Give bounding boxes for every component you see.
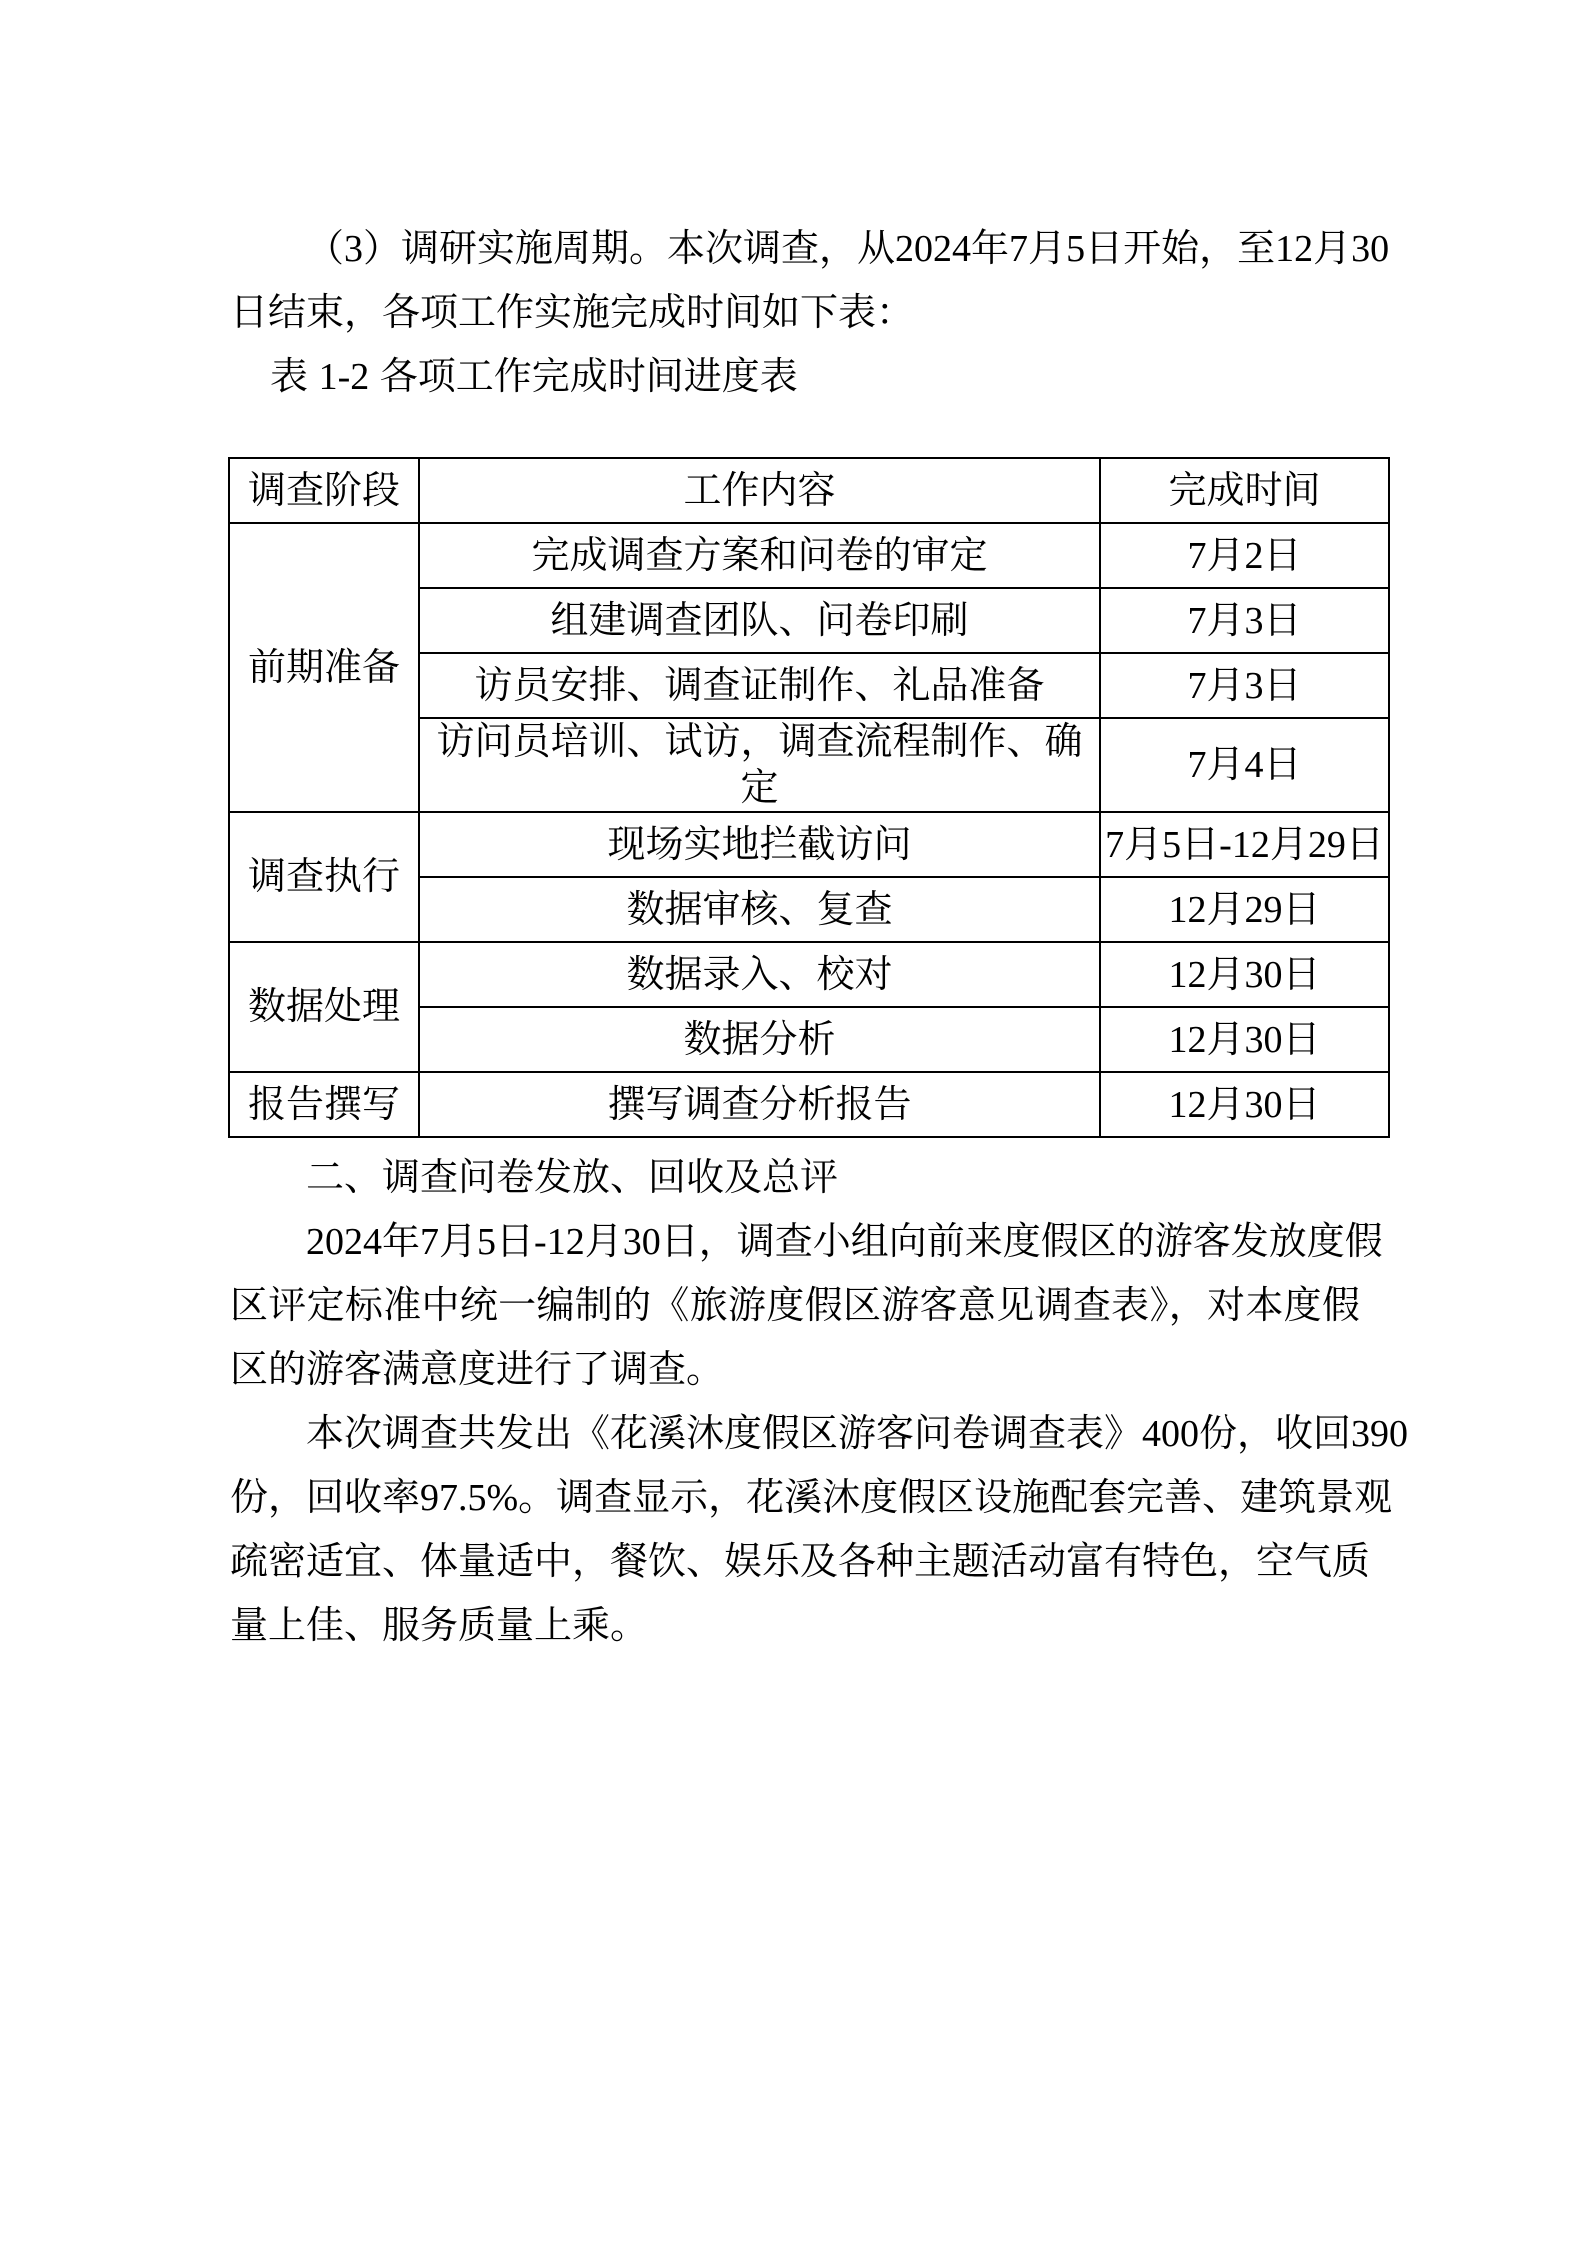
- table-row: [229, 523, 1389, 588]
- table-row: [229, 812, 1389, 877]
- body-line: 疏密适宜、体量适中，餐饮、娱乐及各种主题活动富有特色，空气质: [230, 1541, 1371, 1583]
- time-cell: 7月3日: [1100, 653, 1389, 718]
- stage-cell-report: 报告撰写: [229, 1072, 419, 1137]
- task-cell: 组建调查团队、问卷印刷: [419, 588, 1100, 653]
- header-stage: 调查阶段: [229, 458, 419, 523]
- time-cell: 7月4日: [1100, 718, 1389, 812]
- section-heading: 二、调查问卷发放、回收及总评: [306, 1157, 839, 1199]
- header-time: 完成时间: [1100, 458, 1389, 523]
- stage-cell-execution: 调查执行: [229, 812, 419, 942]
- task-cell: 数据录入、校对: [419, 942, 1100, 1007]
- intro-line-2: 日结束，各项工作实施完成时间如下表：: [230, 292, 915, 334]
- time-cell: 12月30日: [1100, 1007, 1389, 1072]
- body-line: 量上佳、服务质量上乘。: [230, 1605, 649, 1647]
- task-cell: 数据审核、复查: [419, 877, 1100, 942]
- intro-line-1: （3）调研实施周期。本次调查，从2024年7月5日开始，至12月30: [306, 228, 1390, 270]
- time-cell: 7月2日: [1100, 523, 1389, 588]
- table-row: [229, 1072, 1389, 1137]
- body-line: 本次调查共发出《花溪沐度假区游客问卷调查表》400份，收回390: [306, 1413, 1409, 1455]
- schedule-table: [228, 457, 1390, 1138]
- body-line: 2024年7月5日-12月30日，调查小组向前来度假区的游客发放度假: [306, 1221, 1383, 1263]
- time-cell: 12月30日: [1100, 1072, 1389, 1137]
- task-cell: 访问员培训、试访，调查流程制作、确定: [419, 718, 1100, 812]
- table-header-row: [229, 458, 1389, 523]
- header-task: 工作内容: [419, 458, 1100, 523]
- table-row: [229, 942, 1389, 1007]
- table-caption: 表 1-2 各项工作完成时间进度表: [270, 356, 798, 398]
- stage-cell-preparation: 前期准备: [229, 523, 419, 812]
- body-line: 区评定标准中统一编制的《旅游度假区游客意见调查表》，对本度假: [230, 1285, 1360, 1327]
- task-cell: 访员安排、调查证制作、礼品准备: [419, 653, 1100, 718]
- task-cell: 完成调查方案和问卷的审定: [419, 523, 1100, 588]
- time-cell: 7月5日-12月29日: [1100, 812, 1389, 877]
- stage-cell-processing: 数据处理: [229, 942, 419, 1072]
- task-cell: 现场实地拦截访问: [419, 812, 1100, 877]
- time-cell: 12月30日: [1100, 942, 1389, 1007]
- time-cell: 12月29日: [1100, 877, 1389, 942]
- time-cell: 7月3日: [1100, 588, 1389, 653]
- body-line: 区的游客满意度进行了调查。: [230, 1349, 725, 1391]
- task-cell: 撰写调查分析报告: [419, 1072, 1100, 1137]
- body-line: 份，回收率97.5%。调查显示，花溪沐度假区设施配套完善、建筑景观: [230, 1477, 1393, 1519]
- task-cell: 数据分析: [419, 1007, 1100, 1072]
